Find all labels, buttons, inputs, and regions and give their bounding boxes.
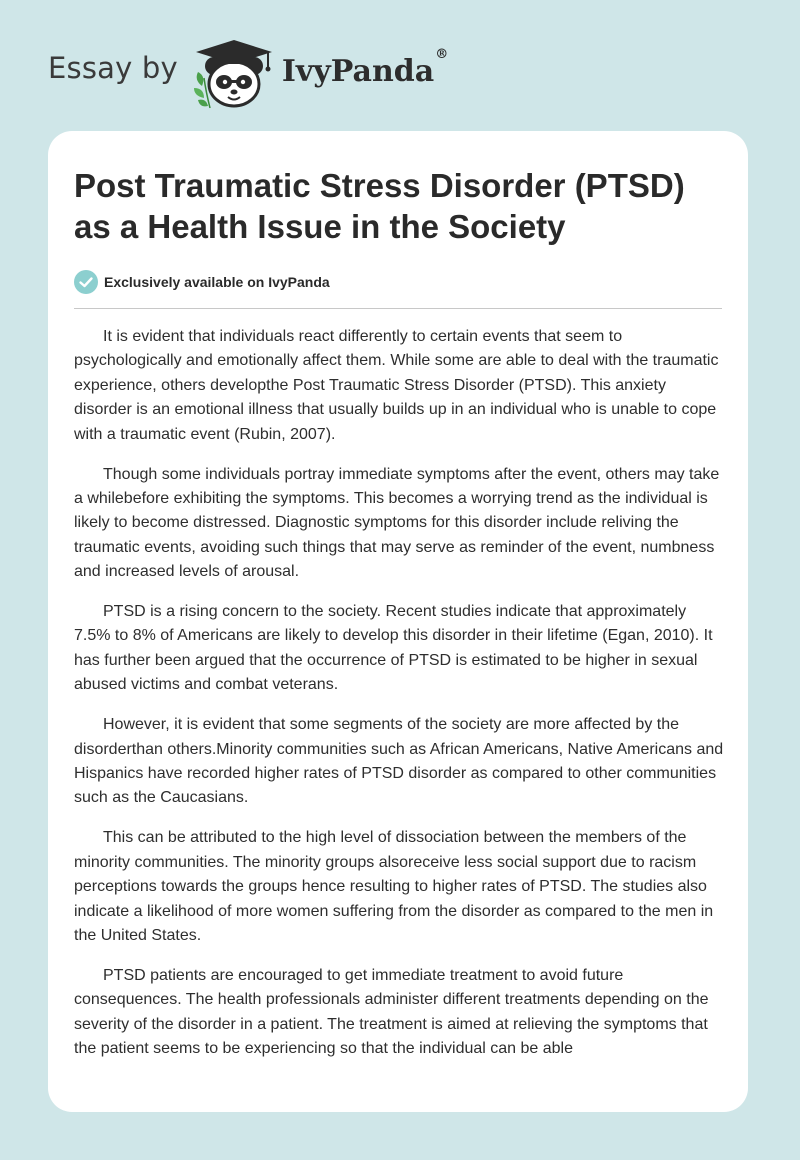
title-divider (74, 308, 722, 309)
paragraph: PTSD patients are encouraged to get immediate treatment to avoid future consequences. The health professionals administer different treatments depending on the severity of the disorder in a patient. The treatment is aimed at relieving the symptoms that the patient seems to be experiencing so that the individual can be able (74, 966, 709, 1058)
essay-by-label: Essay by (48, 51, 178, 85)
exclusive-label: Exclusively available on IvyPanda (104, 274, 330, 290)
panda-graduate-icon[interactable] (188, 32, 280, 112)
paragraph: However, it is evident that some segments of the society are more affected by the disorderthan others.Minority communities such as African Americans, Native Americans and Hispanics have recorded higher rates of PTSD disorder as compared to other communities such as the Caucasians. (74, 716, 724, 807)
site-header (48, 32, 448, 112)
paragraph: It is evident that individuals react differently to certain events that seem to psychologically and emotionally affect them. While some are able to deal with the traumatic experience, others developthe Post Traumatic Stress Disorder (PTSD). This anxiety disorder is an emotional illness that usually builds up in an individual who is unable to cope with a traumatic event (Rubin, 2007). (74, 328, 719, 443)
essay-card (48, 131, 748, 1112)
page-title: Post Traumatic Stress Disorder (PTSD) as a Health Issue in the Society (74, 167, 685, 245)
essay-body (74, 325, 724, 1061)
brand-name[interactable]: IvyPanda® (281, 46, 449, 89)
paragraph: This can be attributed to the high level of dissociation between the members of the minority communities. The minority groups alsoreceive less social support due to racism perceptions towards the groups hence resulting to higher rates of PTSD. The studies also indicate a likelihood of more women suffering from the disorder as compared to the men in the United States. (74, 829, 714, 944)
check-circle-icon (74, 270, 98, 294)
registered-mark: ® (435, 46, 449, 62)
paragraph: PTSD is a rising concern to the society. Recent studies indicate that approximately 7.5% to 8% of Americans are likely to develop this disorder in their lifetime (Egan, 2010). It has further been argued that the occurrence of PTSD is estimated to be higher in sexual abused victims and combat veterans. (74, 603, 713, 694)
paragraph: Though some individuals portray immediate symptoms after the event, others may take a whilebefore exhibiting the symptoms. This becomes a worrying trend as the individual is likely to become distressed. Diagnostic symptoms for this disorder include reliving the traumatic events, avoiding such things that may serve as reminder of the event, numbness and increased levels of arousal. (74, 465, 720, 581)
exclusive-badge (74, 269, 722, 295)
